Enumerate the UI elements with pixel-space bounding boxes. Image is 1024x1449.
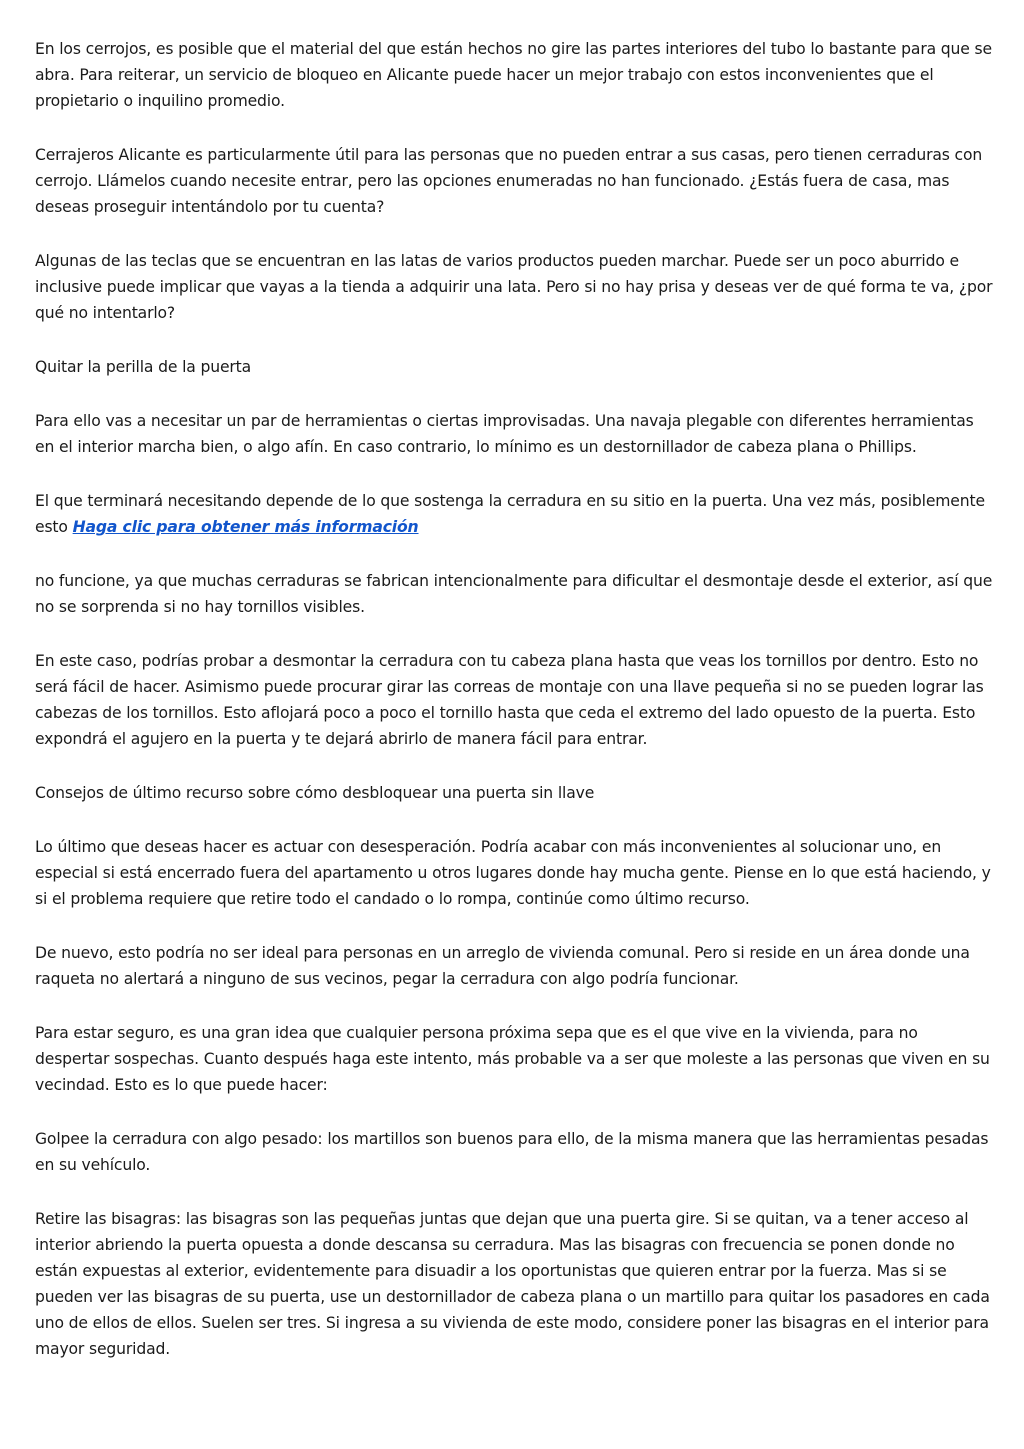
paragraph: En los cerrojos, es posible que el material del que están hechos no gire las partes interiores del tubo lo bastante para que se abra. Para reiterar, un servicio de bloqueo en Alicante puede hacer un mejor trabajo con estos inconvenientes que el propietario o inquilino promedio. xyxy=(35,40,992,110)
more-info-link[interactable]: Haga clic para obtener más información xyxy=(72,518,419,536)
paragraph: Algunas de las teclas que se encuentran en las latas de varios productos pueden marchar. Puede ser un poco aburrido e inclusive puede implicar que vayas a la tienda a adquirir una lata. Pero si no hay prisa y deseas ver de qué forma te va, ¿por qué no intentarlo? xyxy=(35,252,993,322)
paragraph: Retire las bisagras: las bisagras son las pequeñas juntas que dejan que una puerta gire. Si se quitan, va a tener acceso al interior abriendo la puerta opuesta a donde descansa su cerradura. Mas las bisagras con frecuencia se ponen donde no están expuestas al exterior, evidentemente para disuadir a los oportunistas que quieren entrar por la fuerza. Mas si se pueden ver las bisagras de su puerta, use un destornillador de cabeza plana o un martillo para quitar los pasadores en cada uno de ellos de ellos. Suelen ser tres. Si ingresa a su vivienda de este modo, considere poner las bisagras en el interior para mayor seguridad. xyxy=(35,1210,990,1358)
document-body xyxy=(35,36,993,1390)
section-heading: Consejos de último recurso sobre cómo desbloquear una puerta sin llave xyxy=(35,784,595,802)
paragraph: En este caso, podrías probar a desmontar la cerradura con tu cabeza plana hasta que veas los tornillos por dentro. Esto no será fácil de hacer. Asimismo puede procurar girar las correas de montaje con una llave pequeña si no se pueden lograr las cabezas de los tornillos. Esto aflojará poco a poco el tornillo hasta que ceda el extremo del lado opuesto de la puerta. Esto expondrá el agujero en la puerta y te dejará abrirlo de manera fácil para entrar. xyxy=(35,652,984,748)
paragraph: Para ello vas a necesitar un par de herramientas o ciertas improvisadas. Una navaja plegable con diferentes herramientas en el interior marcha bien, o algo afín. En caso contrario, lo mínimo es un destornillador de cabeza plana o Phillips. xyxy=(35,412,974,456)
paragraph: Golpee la cerradura con algo pesado: los martillos son buenos para ello, de la misma manera que las herramientas pesadas en su vehículo. xyxy=(35,1130,989,1174)
paragraph-text: El que terminará necesitando depende de lo que sostenga la cerradura en su sitio en la puerta. Una vez más, posiblemente esto xyxy=(35,492,985,536)
paragraph: Para estar seguro, es una gran idea que cualquier persona próxima sepa que es el que vive en la vivienda, para no despertar sospechas. Cuanto después haga este intento, más probable va a ser que moleste a las personas que viven en su vecindad. Esto es lo que puede hacer: xyxy=(35,1024,990,1094)
section-heading: Quitar la perilla de la puerta xyxy=(35,358,252,376)
paragraph: Lo último que deseas hacer es actuar con desesperación. Podría acabar con más inconvenientes al solucionar uno, en especial si está encerrado fuera del apartamento u otros lugares donde hay mucha gente. Piense en lo que está haciendo, y si el problema requiere que retire todo el candado o lo rompa, continúe como último recurso. xyxy=(35,838,991,908)
paragraph: no funcione, ya que muchas cerraduras se fabrican intencionalmente para dificultar el desmontaje desde el exterior, así que no se sorprenda si no hay tornillos visibles. xyxy=(35,572,993,616)
paragraph-with-link xyxy=(35,488,993,540)
paragraph: Cerrajeros Alicante es particularmente útil para las personas que no pueden entrar a sus casas, pero tienen cerraduras con cerrojo. Llámelos cuando necesite entrar, pero las opciones enumeradas no han funcionado. ¿Estás fuera de casa, mas deseas proseguir intentándolo por tu cuenta? xyxy=(35,146,983,216)
paragraph: De nuevo, esto podría no ser ideal para personas en un arreglo de vivienda comunal. Pero si reside en un área donde una raqueta no alertará a ninguno de sus vecinos, pegar la cerradura con algo podría funcionar. xyxy=(35,944,970,988)
